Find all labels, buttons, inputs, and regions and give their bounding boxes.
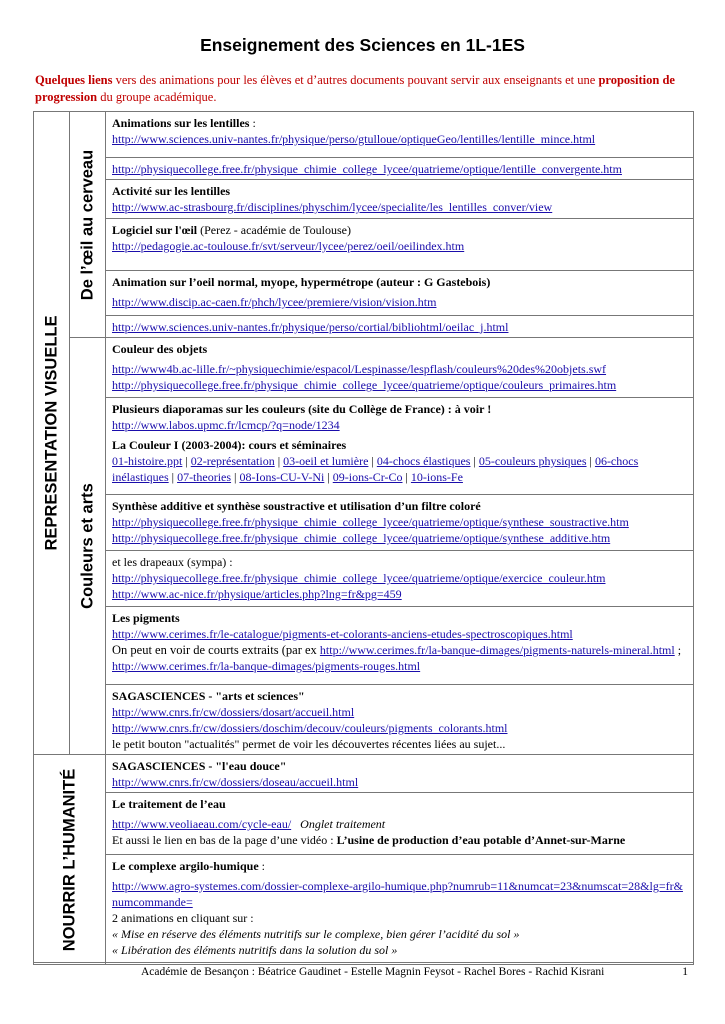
diaporama-link[interactable]: 10-ions-Fe: [410, 470, 463, 484]
resource-link[interactable]: http://physiquecollege.free.fr/physique_chimie_college_lycee/quatrieme/optique/synthese_soustractive.htm: [112, 515, 629, 529]
separator: |: [324, 470, 333, 484]
resource-couleur-objets: [106, 338, 694, 398]
separator: |: [368, 454, 377, 468]
diaporama-link[interactable]: 03-oeil et lumière: [283, 454, 369, 468]
resource-animation-oeil: [106, 271, 694, 316]
resource-drapeaux: [106, 551, 694, 607]
resource-link[interactable]: http://pedagogie.ac-toulouse.fr/svt/serveur/lycee/perez/oeil/oeilindex.htm: [112, 239, 465, 253]
separator: |: [586, 454, 595, 468]
resource-title: Le traitement de l’eau: [112, 797, 226, 811]
footer-divider: [33, 962, 694, 963]
animation-item[interactable]: « Libération des éléments nutritifs dans la solution du sol »: [112, 943, 398, 957]
resource-link[interactable]: http://www.sciences.univ-nantes.fr/physique/perso/cortial/bibliohtml/oeilac_j.html: [112, 320, 509, 334]
resource-logiciel-oeil: [106, 219, 694, 271]
diaporama-link[interactable]: 04-chocs élastiques: [376, 454, 471, 468]
separator: |: [168, 470, 178, 484]
resource-title: Couleur des objets: [112, 342, 208, 356]
separator: |: [182, 454, 191, 468]
resource-traitement-eau: [106, 793, 694, 855]
resource-link[interactable]: http://www.veoliaeau.com/cycle-eau/: [112, 817, 292, 831]
intro-text-end: du groupe académique.: [97, 90, 217, 104]
resource-title: Animation sur l’oeil normal, myope, hypermétrope (auteur : G Gastebois): [112, 275, 491, 289]
resource-bold: L’usine de production d’eau potable d’Annet-sur-Marne: [336, 833, 626, 847]
resource-link[interactable]: http://www.cnrs.fr/cw/dossiers/doschim/decouv/couleurs/pigments_colorants.html: [112, 721, 508, 735]
resource-text: 2 animations en cliquant sur :: [112, 911, 254, 925]
separator: |: [470, 454, 479, 468]
section-label-representation: REPRESENTATION VISUELLE: [42, 315, 60, 551]
resource-oeil-cortial: [106, 316, 694, 338]
animation-item[interactable]: « Mise en réserve des éléments nutritifs sur le complexe, bien gérer l’acidité du sol »: [112, 927, 520, 941]
colon: :: [258, 859, 265, 873]
intro-progression-label[interactable]: proposition de progression: [35, 73, 675, 104]
intro-paragraph: [35, 72, 675, 106]
page-title: Enseignement des Sciences en 1L-1ES: [200, 35, 525, 55]
resources-table: [33, 111, 694, 965]
diaporama-link[interactable]: 09-ions-Cr-Co: [332, 470, 403, 484]
resource-activite-lentilles: [106, 180, 694, 219]
resource-link[interactable]: http://www.ac-strasbourg.fr/disciplines/physchim/lycee/specialite/les_lentilles_conver/view: [112, 200, 553, 214]
resource-link[interactable]: http://www.ac-nice.fr/physique/articles.php?lng=fr&pg=459: [112, 587, 402, 601]
resource-diaporamas-couleurs: [106, 398, 694, 495]
diaporama-link[interactable]: 01-histoire.ppt: [112, 454, 183, 468]
resource-title: Plusieurs diaporamas sur les couleurs (site du Collège de France) : à voir !: [112, 402, 492, 416]
resource-text: On peut en voir de courts extraits (par ex: [112, 643, 320, 657]
colon: :: [249, 116, 256, 130]
diaporama-link[interactable]: 07-theories: [177, 470, 232, 484]
resource-link[interactable]: http://www.agro-systemes.com/dossier-complexe-argilo-humique.php?numrub=11&numcat=23&numscat=28&lg=fr&numcommande=: [112, 879, 683, 909]
resource-title: Logiciel sur l'œil: [112, 223, 198, 237]
subsection-oeil-cerveau: [70, 112, 106, 338]
resource-title: Animations sur les lentilles: [112, 116, 250, 130]
resource-link[interactable]: http://www.discip.ac-caen.fr/phch/lycee/premiere/vision/vision.htm: [112, 295, 437, 309]
resource-link[interactable]: http://physiquecollege.free.fr/physique_chimie_college_lycee/quatrieme/optique/couleurs_primaires.htm: [112, 378, 617, 392]
resource-link[interactable]: http://physiquecollege.free.fr/physique_chimie_college_lycee/quatrieme/optique/synthese_additive.htm: [112, 531, 611, 545]
resource-text: et les drapeaux (sympa) :: [112, 555, 233, 569]
resource-pigments: [106, 607, 694, 685]
page-number: 1: [682, 966, 688, 978]
resource-link[interactable]: http://www.cerimes.fr/la-banque-dimages/pigments-naturels-mineral.html: [319, 643, 675, 657]
resource-text: Et aussi le lien en bas de la page d’une vidéo :: [112, 833, 337, 847]
resource-title: SAGASCIENCES - "l'eau douce": [112, 759, 287, 773]
intro-links-label[interactable]: Quelques liens: [35, 73, 113, 87]
diaporama-link[interactable]: 06-chocs inélastiques: [112, 454, 639, 484]
section-label-nourrir: NOURRIR L’HUMANITÉ: [60, 768, 78, 951]
resource-title: SAGASCIENCES - "arts et sciences": [112, 689, 305, 703]
subsection-label-oeil: De l’œil au cerveau: [78, 149, 96, 300]
resource-link[interactable]: http://physiquecollege.free.fr/physique_chimie_college_lycee/quatrieme/optique/lentille_convergente.htm: [112, 162, 622, 176]
resource-link[interactable]: http://www.cnrs.fr/cw/dossiers/dosart/accueil.html: [112, 705, 355, 719]
section-nourrir-humanite: [34, 755, 106, 965]
resource-subtitle: La Couleur I (2003-2004): cours et séminaires: [112, 438, 347, 452]
resource-title: Activité sur les lentilles: [112, 184, 231, 198]
resource-link[interactable]: http://www4b.ac-lille.fr/~physiquechimie/espacol/Lespinasse/lespflash/couleurs%20des%20objets.swf: [112, 362, 607, 376]
resource-sagasciences-arts: [106, 685, 694, 755]
resource-lentilles: [106, 112, 694, 158]
subsection-label-couleurs: Couleurs et arts: [78, 483, 96, 609]
intro-text: vers des animations pour les élèves et d’autres documents pouvant servir aux enseignants et une: [112, 73, 599, 87]
separator: |: [231, 470, 240, 484]
resource-title: Synthèse additive et synthèse soustractive et utilisation d’un filtre coloré: [112, 499, 481, 513]
resource-note: Onglet traitement: [300, 817, 386, 831]
resource-lentille-convergente: [106, 158, 694, 180]
resource-sagasciences-eau: [106, 755, 694, 793]
resource-title: Le complexe argilo-humique: [112, 859, 259, 873]
resource-link[interactable]: http://www.sciences.univ-nantes.fr/physique/perso/gtulloue/optiqueGeo/lentilles/lentille_mince.html: [112, 132, 596, 146]
diaporama-link[interactable]: 08-Ions-CU-V-Ni: [239, 470, 325, 484]
separator: ;: [674, 643, 682, 657]
resource-subtitle: (Perez - académie de Toulouse): [197, 223, 351, 237]
resource-synthese: [106, 495, 694, 551]
diaporama-link[interactable]: 02-représentation: [190, 454, 275, 468]
resource-complexe-argilo-humique: [106, 855, 694, 965]
separator: |: [274, 454, 284, 468]
resource-text: le petit bouton "actualités" permet de voir les découvertes récentes liées au sujet...: [112, 737, 506, 751]
footer-text: Académie de Besançon : Béatrice Gaudinet - Estelle Magnin Feysot - Rachel Bores - Rachid Kisrani: [141, 966, 605, 978]
diaporama-links: [112, 453, 687, 485]
resource-link[interactable]: http://physiquecollege.free.fr/physique_chimie_college_lycee/quatrieme/optique/exercice_couleur.htm: [112, 571, 606, 585]
diaporama-link[interactable]: 05-couleurs physiques: [478, 454, 587, 468]
section-representation-visuelle: [34, 112, 70, 755]
separator: |: [402, 470, 411, 484]
resource-title: Les pigments: [112, 611, 180, 625]
resource-link[interactable]: http://www.cerimes.fr/la-banque-dimages/pigments-rouges.html: [112, 659, 421, 673]
resource-link[interactable]: http://www.cerimes.fr/le-catalogue/pigments-et-colorants-anciens-etudes-spectroscopiques.html: [112, 627, 573, 641]
subsection-couleurs-arts: [70, 338, 106, 755]
resource-link[interactable]: http://www.cnrs.fr/cw/dossiers/doseau/accueil.html: [112, 775, 359, 789]
resource-link[interactable]: http://www.labos.upmc.fr/lcmcp/?q=node/1234: [112, 418, 340, 432]
